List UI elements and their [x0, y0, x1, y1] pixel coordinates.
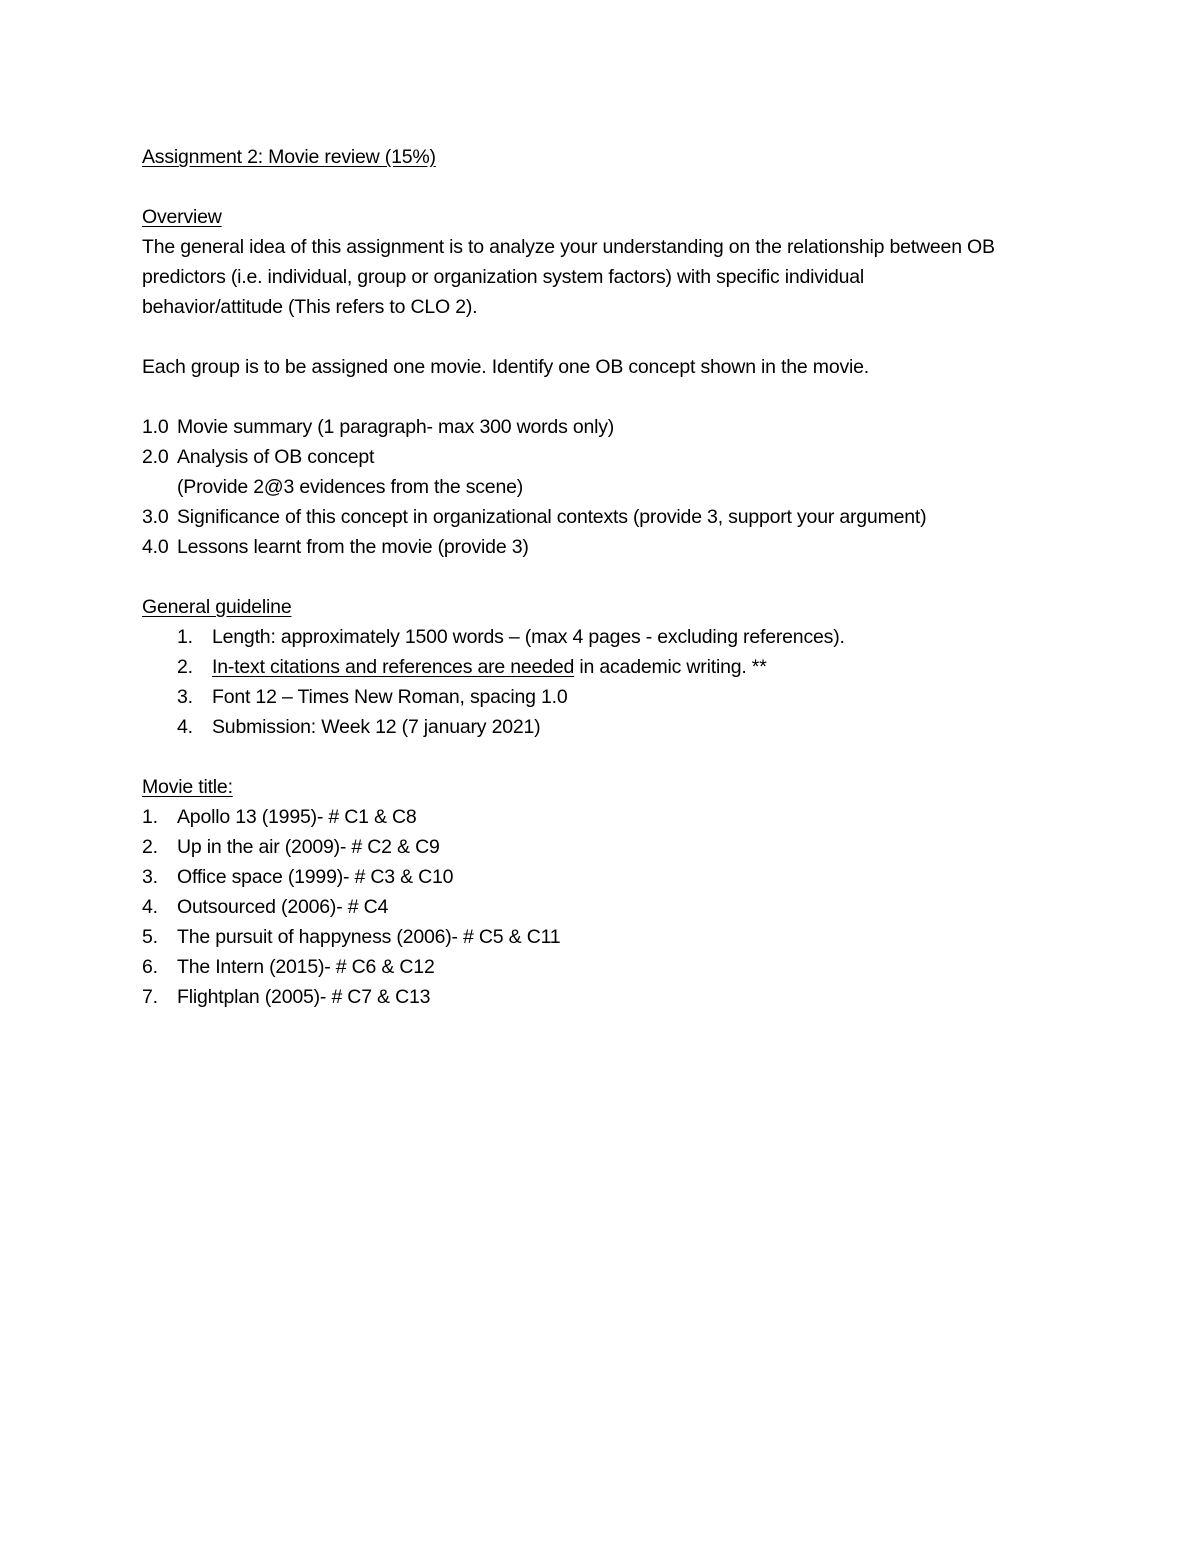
section-item — [142, 472, 1062, 502]
section-number — [142, 472, 177, 502]
guideline-number: 3. — [177, 686, 193, 708]
guideline-item — [142, 712, 1062, 742]
movie-number: 6. — [142, 956, 158, 978]
guideline-number: 1. — [177, 626, 193, 648]
guideline-item — [142, 682, 1062, 712]
guideline-number: 2. — [177, 656, 193, 678]
spacer — [142, 562, 1062, 592]
movie-number: 1. — [142, 806, 158, 828]
movie-item — [142, 982, 1062, 1012]
section-text: Significance of this concept in organizational contexts (provide 3, support your argument) — [177, 506, 927, 528]
movie-text: Office space (1999)- # C3 & C10 — [177, 866, 454, 888]
guideline-item — [142, 652, 1062, 682]
spacer — [142, 322, 1062, 352]
overview-heading: Overview — [142, 206, 222, 228]
assignment-intro: Each group is to be assigned one movie. Identify one OB concept shown in the movie. — [142, 356, 870, 378]
spacer — [142, 742, 1062, 772]
section-item — [142, 442, 1062, 472]
section-number: 2.0 — [142, 446, 169, 468]
section-item — [142, 412, 1062, 442]
movie-item — [142, 922, 1062, 952]
movie-item — [142, 952, 1062, 982]
movie-text: Flightplan (2005)- # C7 & C13 — [177, 986, 431, 1008]
overview-line: behavior/attitude (This refers to CLO 2). — [142, 296, 478, 318]
guideline-text: Font 12 – Times New Roman, spacing 1.0 — [212, 686, 568, 708]
section-text: Movie summary (1 paragraph- max 300 words only) — [177, 416, 615, 438]
section-item — [142, 532, 1062, 562]
guideline-rest-text: in academic writing. ** — [574, 656, 767, 678]
guideline-item — [142, 622, 1062, 652]
movie-number: 5. — [142, 926, 158, 948]
section-text: Lessons learnt from the movie (provide 3) — [177, 536, 529, 558]
movie-text: Apollo 13 (1995)- # C1 & C8 — [177, 806, 417, 828]
guideline-text — [212, 652, 767, 682]
overview-line: predictors (i.e. individual, group or organization system factors) with specific individual — [142, 266, 865, 288]
guideline-text: Submission: Week 12 (7 january 2021) — [212, 716, 541, 738]
document-title: Assignment 2: Movie review (15%) — [142, 146, 436, 168]
guideline-text: Length: approximately 1500 words – (max 4 pages - excluding references). — [212, 626, 845, 648]
section-number: 1.0 — [142, 416, 169, 438]
spacer — [142, 172, 1062, 202]
document-body — [142, 142, 1062, 1012]
movie-number: 4. — [142, 896, 158, 918]
movie-heading: Movie title: — [142, 776, 233, 798]
section-number: 3.0 — [142, 506, 169, 528]
movie-item — [142, 892, 1062, 922]
guideline-number: 4. — [177, 716, 193, 738]
movie-item — [142, 802, 1062, 832]
movie-text: Up in the air (2009)- # C2 & C9 — [177, 836, 440, 858]
movie-number: 3. — [142, 866, 158, 888]
section-number: 4.0 — [142, 536, 169, 558]
movie-item — [142, 862, 1062, 892]
spacer — [142, 382, 1062, 412]
section-text: (Provide 2@3 evidences from the scene) — [177, 476, 524, 498]
section-text: Analysis of OB concept — [177, 446, 375, 468]
movie-text: The Intern (2015)- # C6 & C12 — [177, 956, 435, 978]
guideline-underlined-text: In-text citations and references are needed — [212, 656, 575, 678]
movie-text: Outsourced (2006)- # C4 — [177, 896, 389, 918]
movie-number: 2. — [142, 836, 158, 858]
section-item — [142, 502, 1062, 532]
movie-text: The pursuit of happyness (2006)- # C5 & C11 — [177, 926, 561, 948]
movie-number: 7. — [142, 986, 158, 1008]
overview-line: The general idea of this assignment is to analyze your understanding on the relationship between OB — [142, 236, 995, 258]
movie-item — [142, 832, 1062, 862]
guideline-heading: General guideline — [142, 596, 292, 618]
